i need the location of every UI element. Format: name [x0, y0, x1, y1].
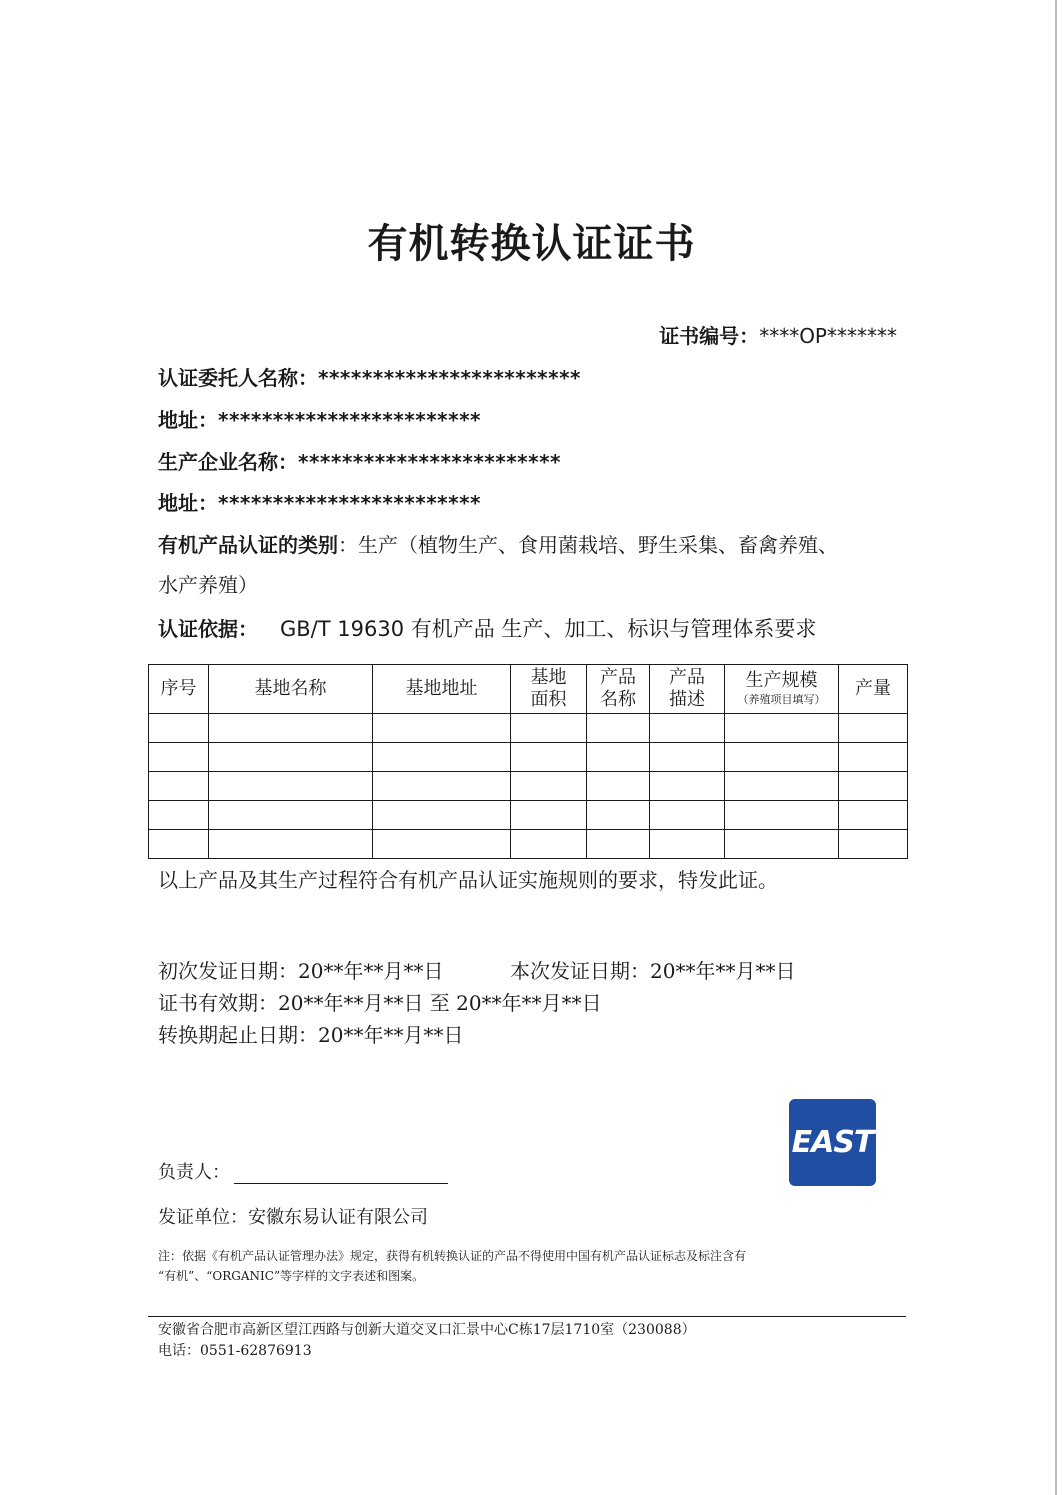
- table-cell: [511, 830, 587, 859]
- table-cell: [839, 772, 908, 801]
- client-name-label: 认证委托人名称：: [158, 366, 318, 390]
- header-product-name-line1: 产品: [600, 667, 636, 688]
- header-product-desc-line1: 产品: [669, 667, 705, 688]
- table-header-row: [149, 665, 908, 714]
- table-cell: [373, 801, 511, 830]
- header-product-name-line2: 名称: [600, 689, 636, 710]
- table-cell: [650, 772, 725, 801]
- table-cell: [587, 714, 650, 743]
- footer: [158, 1320, 696, 1362]
- table-cell: [587, 801, 650, 830]
- header-product-desc-line2: 描述: [669, 689, 705, 710]
- table-cell: [725, 772, 839, 801]
- certificate-number-value: ****OP*******: [759, 324, 897, 348]
- footer-divider: [148, 1316, 906, 1317]
- basis-value: GB/T 19630 有机产品 生产、加工、标识与管理体系要求: [280, 617, 817, 641]
- header-output: 产量: [839, 665, 908, 714]
- table-cell: [725, 714, 839, 743]
- certificate-number-label: 证书编号：: [659, 324, 760, 348]
- base-table: [148, 664, 908, 859]
- footer-address: 安徽省合肥市高新区望江西路与创新大道交叉口汇景中心C栋17层1710室（230088）: [158, 1322, 696, 1338]
- table-cell: [587, 830, 650, 859]
- table-row: [149, 830, 908, 859]
- category-label: 有机产品认证的类别: [158, 533, 338, 557]
- table-cell: [725, 830, 839, 859]
- table-cell: [725, 801, 839, 830]
- client-address-value: ************************: [218, 408, 482, 432]
- table-cell: [587, 772, 650, 801]
- footnote-line2: “有机”、“ORGANIC”等字样的文字表述和图案。: [158, 1269, 425, 1283]
- client-address-label: 地址：: [158, 408, 218, 432]
- footnote: [158, 1246, 858, 1286]
- header-base-address: 基地地址: [373, 665, 511, 714]
- basis-field: [158, 613, 816, 643]
- header-seq: 序号: [149, 665, 209, 714]
- category-value-continued: 水产养殖）: [158, 573, 258, 597]
- table-cell: [209, 743, 373, 772]
- table-row: [149, 801, 908, 830]
- table-row: [149, 772, 908, 801]
- table-row: [149, 743, 908, 772]
- basis-label: 认证依据：: [158, 617, 258, 641]
- table-cell: [149, 801, 209, 830]
- header-scale-note: （养殖项目填写）: [737, 693, 826, 706]
- header-base-area-line1: 基地: [530, 667, 567, 688]
- producer-address-value: ************************: [218, 491, 482, 515]
- table-cell: [149, 714, 209, 743]
- table-cell: [650, 714, 725, 743]
- header-base-area-line2: 面积: [530, 689, 567, 710]
- table-cell: [373, 714, 511, 743]
- this-issue-date: 本次发证日期：20**年**月**日: [510, 959, 796, 983]
- producer-name-field: [158, 446, 561, 475]
- validity-period: 证书有效期：20**年**月**日 至 20**年**月**日: [158, 991, 602, 1015]
- header-base-area: [511, 665, 587, 714]
- footnote-line1: 注：依据《有机产品认证管理办法》规定，获得有机转换认证的产品不得使用中国有机产品认证标志及标注含有: [158, 1249, 747, 1263]
- table-cell: [511, 801, 587, 830]
- producer-address-label: 地址：: [158, 491, 218, 515]
- compliance-statement: 以上产品及其生产过程符合有机产品认证实施规则的要求，特发此证。: [158, 868, 778, 892]
- producer-name-value: ************************: [298, 450, 562, 474]
- category-field: [158, 529, 838, 558]
- header-base-name: 基地名称: [209, 665, 373, 714]
- header-product-name: [587, 665, 650, 714]
- client-name-field: [158, 362, 581, 391]
- table-cell: [149, 830, 209, 859]
- header-scale-line1: 生产规模: [745, 670, 818, 691]
- client-name-value: ************************: [318, 366, 582, 390]
- signature-line: [234, 1163, 448, 1184]
- producer-address-field: [158, 487, 481, 516]
- table-cell: [511, 772, 587, 801]
- table-cell: [650, 830, 725, 859]
- table-row: [149, 714, 908, 743]
- table-cell: [149, 772, 209, 801]
- client-address-field: [158, 404, 481, 433]
- footer-phone: 电话：0551-62876913: [158, 1343, 312, 1359]
- issuing-unit: 发证单位：安徽东易认证有限公司: [158, 1207, 428, 1228]
- east-logo: [789, 1099, 876, 1186]
- table-cell: [839, 743, 908, 772]
- table-cell: [209, 714, 373, 743]
- conversion-period: 转换期起止日期：20**年**月**日: [158, 1023, 464, 1047]
- table-cell: [209, 830, 373, 859]
- table-cell: [587, 743, 650, 772]
- table-cell: [725, 743, 839, 772]
- header-product-desc: [650, 665, 725, 714]
- table-cell: [373, 772, 511, 801]
- table-cell: [839, 801, 908, 830]
- certificate-number: [659, 320, 897, 349]
- table-cell: [373, 830, 511, 859]
- table-cell: [650, 801, 725, 830]
- producer-name-label: 生产企业名称：: [158, 450, 298, 474]
- header-scale: [725, 665, 839, 714]
- table-cell: [209, 801, 373, 830]
- table-cell: [511, 743, 587, 772]
- document-title: 有机转换认证证书: [367, 221, 696, 267]
- table-cell: [373, 743, 511, 772]
- east-logo-text: EAST: [791, 1125, 874, 1160]
- table-cell: [839, 714, 908, 743]
- category-value: ：生产（植物生产、食用菌栽培、野生采集、畜禽养殖、: [338, 533, 838, 557]
- table-cell: [209, 772, 373, 801]
- first-issue-date: 初次发证日期：20**年**月**日: [158, 959, 444, 983]
- table-body: [149, 714, 908, 859]
- table-cell: [839, 830, 908, 859]
- responsible-person: [158, 1158, 448, 1184]
- table-cell: [650, 743, 725, 772]
- table-cell: [511, 714, 587, 743]
- responsible-label: 负责人：: [158, 1162, 230, 1183]
- table-cell: [149, 743, 209, 772]
